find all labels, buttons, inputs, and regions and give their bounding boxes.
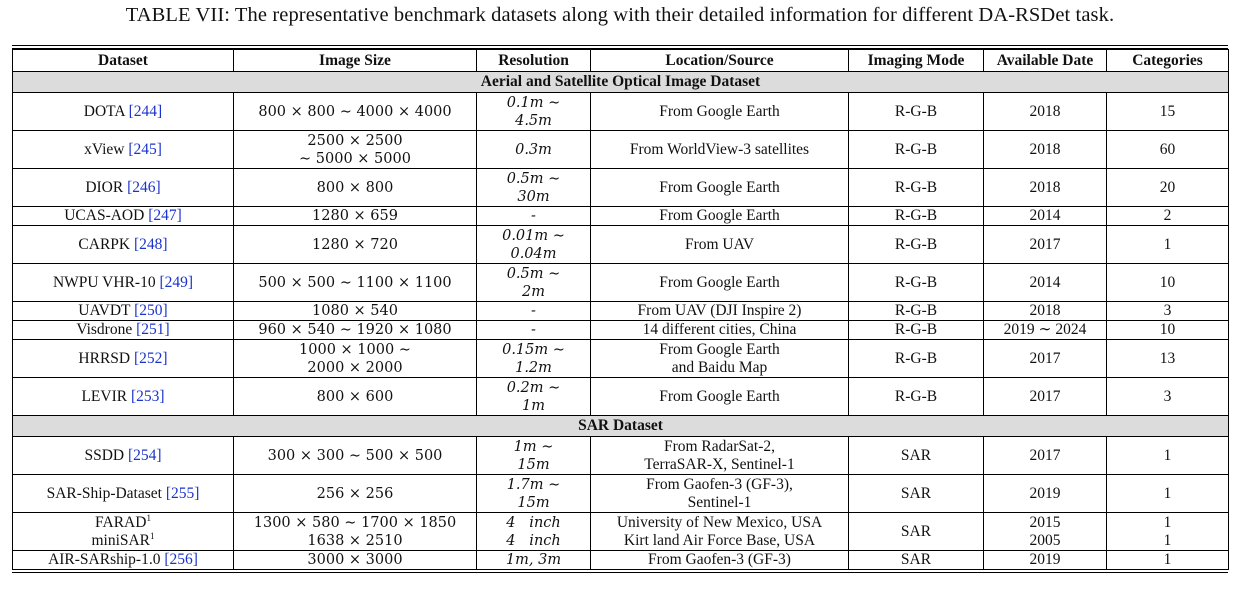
cell-resolution [477,321,591,340]
cell-image-size [234,264,477,302]
cell-resolution [477,264,591,302]
table-row [13,475,1229,513]
cell-dataset [13,340,234,378]
cell-imaging-mode: R-G-B [849,321,984,340]
cell-available-date [984,513,1107,551]
cell-image-size [234,340,477,378]
dataset-name: LEVIR [81,387,128,405]
cell-resolution [477,437,591,475]
table-body [13,72,1229,570]
citation-link[interactable]: [245] [128,140,162,158]
dataset-name: DOTA [83,102,125,120]
resolution-line: 0.2m ∼ [506,379,561,396]
image-size-line: 1280 × 659 [312,208,398,224]
dataset-name: SSDD [84,446,125,464]
cell-imaging-mode: SAR [849,513,984,551]
cell-imaging-mode: SAR [849,475,984,513]
header-dataset: Dataset [13,50,234,72]
cell-image-size [234,302,477,321]
cell-location-source [591,302,849,321]
dataset-name-line [16,532,230,550]
location-source-line: From Google Earth [659,102,780,120]
cell-image-size [234,475,477,513]
cell-categories: 2 [1107,207,1229,226]
cell-location-source [591,378,849,416]
benchmark-table [12,49,1229,570]
top-rule [12,45,1228,46]
cell-dataset [13,93,234,131]
image-size-line: 500 × 500 ∼ 1100 × 1100 [258,274,452,291]
cell-available-date: 2018 [984,93,1107,131]
location-source-line: and Baidu Map [671,358,768,376]
resolution-line: 15m [517,456,550,473]
cell-resolution [477,378,591,416]
cell-dataset [13,207,234,226]
cell-categories: 1 [1107,551,1229,570]
cell-imaging-mode: R-G-B [849,169,984,207]
location-source-line: From UAV (DJI Inspire 2) [637,302,802,319]
image-size-line: 800 × 800 ∼ 4000 × 4000 [258,103,452,120]
cell-location-source: From Gaofen-3 (GF-3) [591,551,849,570]
image-size-line: 960 × 540 ∼ 1920 × 1080 [258,322,452,338]
cell-available-date: 2019 ∼ 2024 [984,321,1107,340]
benchmark-table-wrapper [12,45,1228,573]
cell-dataset [13,226,234,264]
cell-categories: 3 [1107,378,1229,416]
dataset-name: AIR-SARship-1.0 [48,551,161,568]
header-image-size: Image Size [234,50,477,72]
location-source-line: From Gaofen-3 (GF-3), [646,475,793,493]
cell-dataset [13,378,234,416]
available-date-line: 2005 [1029,531,1061,549]
location-source-line: From Google Earth [659,207,780,224]
cell-available-date: 2017 [984,378,1107,416]
cell-available-date: 2017 [984,437,1107,475]
citation-link[interactable]: [256] [164,551,198,568]
resolution-line: 30m [517,188,550,205]
resolution-line: 0.1m ∼ [506,94,561,111]
image-size-line: 300 × 300 ∼ 500 × 500 [267,447,443,464]
available-date-line: 2015 [1029,513,1061,531]
cell-imaging-mode: R-G-B [849,226,984,264]
image-size-line: 2000 × 2000 [307,359,403,376]
table-row [13,378,1229,416]
cell-available-date: 2019 [984,475,1107,513]
cell-dataset [13,321,234,340]
cell-dataset [13,551,234,570]
resolution-line: - [531,208,536,224]
cell-imaging-mode: R-G-B [849,302,984,321]
section-title: SAR Dataset [13,416,1229,437]
location-source-line: From WorldView-3 satellites [629,140,810,158]
dataset-name-line [16,514,230,532]
image-size-line: 256 × 256 [316,485,394,502]
header-location-source: Location/Source [591,50,849,72]
table-row [13,264,1229,302]
cell-location-source [591,475,849,513]
dataset-name: UAVDT [78,302,131,319]
dataset-name: CARPK [78,235,131,253]
resolution-line: 0.01m ∼ [502,227,565,244]
cell-location-source [591,340,849,378]
cell-dataset [13,437,234,475]
cell-location-source [591,513,849,551]
cell-image-size [234,321,477,340]
cell-resolution [477,93,591,131]
cell-imaging-mode: R-G-B [849,378,984,416]
cell-categories: 13 [1107,340,1229,378]
cell-image-size [234,131,477,169]
dataset-name: xView [84,140,125,158]
resolution-line: 4.5m [515,112,552,129]
cell-location-source [591,321,849,340]
table-row [13,437,1229,475]
cell-available-date: 2017 [984,340,1107,378]
resolution-line: 1.2m [515,359,552,376]
cell-resolution [477,169,591,207]
image-size-line: 1638 × 2510 [307,532,403,549]
cell-resolution [477,131,591,169]
cell-image-size: 3000 × 3000 [234,551,477,570]
cell-available-date: 2018 [984,302,1107,321]
table-row [13,131,1229,169]
location-source-line: Kirt land Air Force Base, USA [623,531,816,549]
categories-line: 1 [1163,513,1172,531]
cell-location-source [591,207,849,226]
header-available-date: Available Date [984,50,1107,72]
cell-imaging-mode: R-G-B [849,340,984,378]
cell-location-source [591,131,849,169]
cell-image-size [234,93,477,131]
cell-categories [1107,513,1229,551]
cell-image-size [234,207,477,226]
dataset-name: NWPU VHR-10 [52,273,156,291]
header-resolution: Resolution [477,50,591,72]
location-source-line: 14 different cities, China [642,321,797,338]
cell-resolution: 1m, 3m [477,551,591,570]
cell-resolution [477,302,591,321]
citation-link[interactable]: [253] [130,387,165,405]
location-source-line: From UAV [684,235,755,253]
image-size-line: 800 × 800 [316,179,394,196]
image-size-line: ∼ 5000 × 5000 [299,150,411,167]
resolution-line: - [531,322,536,338]
cell-location-source [591,226,849,264]
cell-image-size [234,513,477,551]
image-size-line: 1000 × 1000 ∼ [299,341,411,358]
footnote-mark: 1 [150,530,155,541]
cell-categories: 3 [1107,302,1229,321]
cell-categories: 60 [1107,131,1229,169]
cell-available-date: 2018 [984,169,1107,207]
cell-categories: 20 [1107,169,1229,207]
table-row [13,321,1229,340]
resolution-line: 0.5m ∼ [506,265,561,282]
citation-link[interactable]: [255] [165,484,200,502]
table-row [13,169,1229,207]
section-header-row [13,416,1229,437]
cell-available-date: 2014 [984,207,1107,226]
cell-dataset [13,264,234,302]
resolution-line: - [531,303,536,319]
cell-categories: 1 [1107,475,1229,513]
cell-available-date: 2017 [984,226,1107,264]
dataset-name: SAR-Ship-Dataset [46,484,162,502]
resolution-line: 15m [517,494,550,511]
image-size-line: 800 × 600 [316,388,394,405]
image-size-line: 2500 × 2500 [307,132,403,149]
table-row [13,226,1229,264]
cell-image-size [234,437,477,475]
resolution-line: 2m [522,283,545,300]
cell-resolution [477,475,591,513]
location-source-line: Sentinel-1 [687,493,752,511]
bottom-rule-double [12,572,1228,573]
cell-available-date: 2018 [984,131,1107,169]
location-source-line: TerraSAR-X, Sentinel-1 [644,455,795,473]
table-row [13,302,1229,321]
cell-imaging-mode: SAR [849,551,984,570]
dataset-name: HRRSD [78,349,131,367]
cell-resolution [477,340,591,378]
dataset-name: Visdrone [76,321,133,338]
cell-dataset [13,169,234,207]
cell-resolution [477,226,591,264]
cell-dataset [13,302,234,321]
dataset-name: UCAS-AOD [64,207,145,224]
header-imaging-mode: Imaging Mode [849,50,984,72]
resolution-line: 0.15m ∼ [502,341,565,358]
header-row [13,50,1229,72]
citation-link[interactable]: [244] [128,102,163,120]
citation-link[interactable]: [247] [148,207,182,224]
resolution-line: 1.7m ∼ [506,476,561,493]
resolution-line: 0.3m [515,141,552,158]
location-source-line: From Google Earth [659,387,780,405]
table-row [13,207,1229,226]
location-source-line: From Google Earth [659,178,780,196]
resolution-line: 4 inch [506,514,561,531]
header-categories: Categories [1107,50,1229,72]
cell-location-source [591,169,849,207]
cell-resolution [477,207,591,226]
cell-available-date: 2014 [984,264,1107,302]
cell-image-size [234,169,477,207]
cell-categories: 10 [1107,321,1229,340]
cell-imaging-mode: R-G-B [849,131,984,169]
citation-link[interactable]: [251] [136,321,170,338]
citation-link[interactable]: [252] [133,349,168,367]
cell-imaging-mode: SAR [849,437,984,475]
resolution-line: 0.5m ∼ [506,170,561,187]
location-source-line: University of New Mexico, USA [616,513,823,531]
citation-link[interactable]: [249] [159,273,194,291]
table-row [13,551,1229,570]
table-row [13,340,1229,378]
dataset-name: FARAD [95,513,147,531]
image-size-line: 1080 × 540 [312,303,398,319]
citation-link[interactable]: [246] [127,178,161,196]
cell-location-source [591,437,849,475]
image-size-line: 1280 × 720 [312,236,398,253]
cell-categories: 10 [1107,264,1229,302]
citation-link[interactable]: [254] [127,446,162,464]
location-source-line: From RadarSat-2, [663,437,776,455]
resolution-line: 4 inch [506,532,561,549]
table-caption: TABLE VII: The representative benchmark datasets along with their detailed information for different DA-RSDet task. [125,4,1115,26]
cell-resolution [477,513,591,551]
cell-imaging-mode: R-G-B [849,264,984,302]
table-row [13,513,1229,551]
cell-image-size [234,226,477,264]
cell-dataset [13,131,234,169]
cell-location-source [591,93,849,131]
location-source-line: From Google Earth [659,340,780,358]
cell-dataset [13,475,234,513]
footnote-mark: 1 [146,512,151,523]
dataset-name: DIOR [85,178,124,196]
cell-imaging-mode: R-G-B [849,207,984,226]
cell-categories: 1 [1107,437,1229,475]
dataset-name: miniSAR [91,531,151,549]
categories-line: 1 [1163,531,1172,549]
section-header-row [13,72,1229,93]
resolution-line: 1m ∼ [513,438,554,455]
cell-available-date: 2019 [984,551,1107,570]
section-title: Aerial and Satellite Optical Image Dataset [13,72,1229,93]
cell-image-size [234,378,477,416]
cell-categories: 1 [1107,226,1229,264]
table-row [13,93,1229,131]
resolution-line: 0.04m [510,245,557,262]
image-size-line: 1300 × 580 ∼ 1700 × 1850 [253,514,457,531]
cell-location-source [591,264,849,302]
resolution-line: 1m [522,397,545,414]
cell-categories: 15 [1107,93,1229,131]
citation-link[interactable]: [248] [133,235,168,253]
citation-link[interactable]: [250] [134,302,168,319]
cell-imaging-mode: R-G-B [849,93,984,131]
cell-dataset [13,513,234,551]
location-source-line: From Google Earth [659,273,780,291]
